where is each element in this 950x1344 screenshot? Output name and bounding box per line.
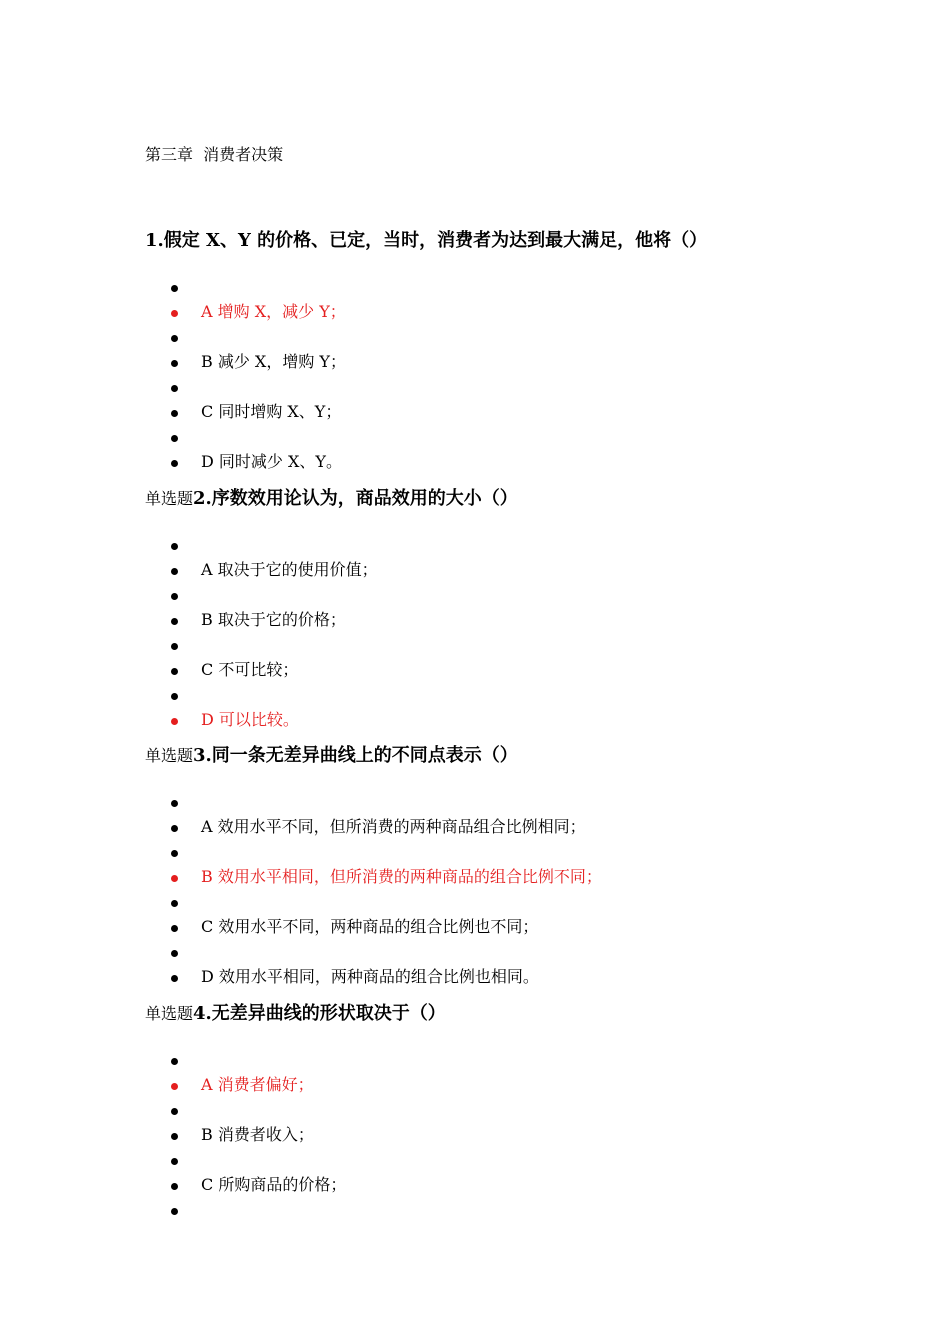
bullet-icon (171, 360, 178, 367)
question-type: 单选题 (145, 1004, 194, 1023)
bullet-icon (171, 693, 178, 700)
question-text: 1.假定 X、Y 的价格、已定，当时，消费者为达到最大满足，他将（） (145, 230, 708, 251)
option-text: D 可以比较。 (201, 710, 299, 729)
option-text: A 取决于它的使用价值； (201, 560, 378, 579)
question-title (145, 999, 446, 1025)
bullet-icon (171, 950, 178, 957)
bullet-icon (171, 1108, 178, 1115)
option-text: C 所购商品的价格； (201, 1175, 347, 1194)
option-text: D 效用水平相同，两种商品的组合比例也相同。 (201, 967, 539, 986)
bullet-icon (171, 310, 178, 317)
bullet-icon (171, 568, 178, 575)
bullet-icon (171, 335, 178, 342)
bullet-icon (171, 285, 178, 292)
bullet-icon (171, 643, 178, 650)
bullet-icon (171, 850, 178, 857)
question-text: 2.序数效用论认为，商品效用的大小（） (193, 488, 518, 509)
option-text: D 同时减少 X、Y。 (201, 452, 342, 471)
bullet-icon (171, 410, 178, 417)
option-text: A 效用水平不同，但所消费的两种商品组合比例相同； (201, 817, 586, 836)
bullet-icon (171, 543, 178, 550)
option-text: B 取决于它的价格； (201, 610, 346, 629)
option-text: B 减少 X，增购 Y； (201, 352, 346, 371)
bullet-icon (171, 1083, 178, 1090)
bullet-icon (171, 875, 178, 882)
option-text: B 消费者收入； (201, 1125, 314, 1144)
bullet-icon (171, 1058, 178, 1065)
option-text: C 同时增购 X、Y； (201, 402, 342, 421)
bullet-icon (171, 925, 178, 932)
bullet-icon (171, 800, 178, 807)
bullet-icon (171, 618, 178, 625)
question-title (145, 484, 518, 510)
question-text: 4.无差异曲线的形状取决于（） (193, 1003, 446, 1024)
question-text: 3.同一条无差异曲线上的不同点表示（） (193, 745, 518, 766)
option-text: C 不可比较； (201, 660, 299, 679)
option-text: A 消费者偏好； (201, 1075, 314, 1094)
bullet-icon (171, 593, 178, 600)
question-title (145, 741, 518, 767)
bullet-icon (171, 825, 178, 832)
chapter-title: 第三章 消费者决策 (145, 145, 284, 164)
option-text: B 效用水平相同，但所消费的两种商品的组合比例不同； (201, 867, 602, 886)
question-title (145, 226, 707, 252)
bullet-icon (171, 1208, 178, 1215)
bullet-icon (171, 1133, 178, 1140)
question-type: 单选题 (145, 746, 194, 765)
bullet-icon (171, 1158, 178, 1165)
bullet-icon (171, 975, 178, 982)
bullet-icon (171, 1183, 178, 1190)
bullet-icon (171, 460, 178, 467)
bullet-icon (171, 718, 178, 725)
bullet-icon (171, 900, 178, 907)
option-text: A 增购 X，减少 Y； (201, 302, 346, 321)
question-type: 单选题 (145, 489, 194, 508)
bullet-icon (171, 435, 178, 442)
bullet-icon (171, 668, 178, 675)
option-text: C 效用水平不同，两种商品的组合比例也不同； (201, 917, 539, 936)
bullet-icon (171, 385, 178, 392)
